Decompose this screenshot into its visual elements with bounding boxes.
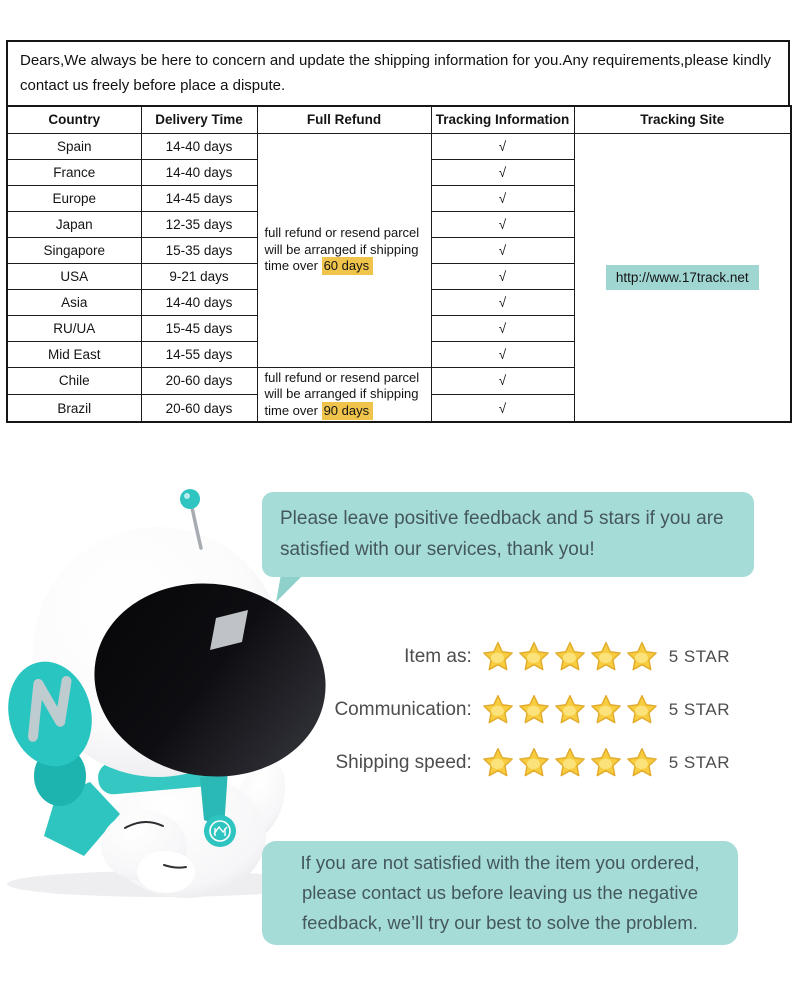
delivery-cell: 15-35 days (141, 237, 257, 263)
refund-highlight-90-days: 90 days (322, 402, 374, 420)
star-icon (481, 640, 515, 674)
tracking-check: √ (431, 289, 574, 315)
notice-line-1: Dears,We always be here to concern and update the shipping information for you.Any requirements,please kindly (20, 52, 771, 69)
star-icon (589, 640, 623, 674)
rating-row-shipping-speed (0, 746, 730, 780)
star-icon (553, 693, 587, 727)
star-icon (517, 693, 551, 727)
country-cell: Spain (7, 133, 141, 159)
country-cell: Asia (7, 289, 141, 315)
robot-antenna-ball (180, 489, 200, 509)
star-icon (553, 746, 587, 780)
bubble-bottom-line-1: If you are not satisfied with the item you ordered, (300, 852, 700, 873)
tracking-check: √ (431, 133, 574, 159)
tracking-site-cell (574, 133, 791, 422)
rating-suffix: 5 STAR (668, 700, 730, 719)
star-icon (625, 693, 659, 727)
country-cell: Europe (7, 185, 141, 211)
tracking-check: √ (431, 159, 574, 185)
tracking-check: √ (431, 211, 574, 237)
delivery-cell: 14-40 days (141, 159, 257, 185)
ratings-block (0, 640, 730, 799)
tracking-check: √ (431, 237, 574, 263)
shipping-info-section (6, 40, 790, 423)
rating-row-communication (0, 693, 730, 727)
country-cell: Singapore (7, 237, 141, 263)
star-icon (481, 693, 515, 727)
refund-cell-60-days (257, 133, 431, 367)
robot-antenna-ball-highlight (184, 493, 190, 499)
country-cell: USA (7, 263, 141, 289)
country-cell: Mid East (7, 341, 141, 367)
notice-box (6, 40, 790, 107)
rating-label: Item as: (404, 646, 472, 667)
rating-label: Shipping speed: (335, 752, 472, 773)
tracking-check: √ (431, 263, 574, 289)
table-header-row (7, 106, 791, 133)
col-header-tracking-site: Tracking Site (574, 106, 791, 133)
country-cell: Chile (7, 367, 141, 395)
country-cell: RU/UA (7, 315, 141, 341)
delivery-cell: 9-21 days (141, 263, 257, 289)
delivery-cell: 20-60 days (141, 395, 257, 423)
star-icon (625, 746, 659, 780)
star-icon (589, 746, 623, 780)
tracking-check: √ (431, 395, 574, 423)
star-icon (517, 640, 551, 674)
delivery-cell: 12-35 days (141, 211, 257, 237)
robot-left-hand (137, 851, 195, 893)
table-row (7, 133, 791, 159)
delivery-cell: 14-45 days (141, 185, 257, 211)
bubble-top-line-1: Please leave positive feedback and 5 stars if you are (280, 508, 724, 529)
refund-text: full refund or resend parcel will be arranged if shipping time over (264, 369, 420, 418)
refund-cell-90-days (257, 367, 431, 422)
notice-line-2: contact us freely before place a dispute. (20, 77, 286, 94)
rating-suffix: 5 STAR (668, 647, 730, 666)
star-icon (553, 640, 587, 674)
shipping-table (6, 105, 792, 423)
rating-label: Communication: (334, 699, 472, 720)
col-header-delivery-time: Delivery Time (141, 106, 257, 133)
refund-text: full refund or resend parcel will be arranged if shipping time over (264, 225, 420, 274)
delivery-cell: 14-55 days (141, 341, 257, 367)
negative-feedback-warning-bubble (262, 841, 738, 945)
star-rating (481, 693, 661, 727)
delivery-cell: 14-40 days (141, 133, 257, 159)
tracking-site-link[interactable]: http://www.17track.net (606, 265, 759, 290)
tracking-check: √ (431, 367, 574, 395)
feedback-request-bubble (262, 492, 754, 577)
bubble-bottom-line-3: feedback, we’ll try our best to solve the problem. (302, 912, 698, 933)
star-rating (481, 746, 661, 780)
star-rating (481, 640, 661, 674)
star-icon (517, 746, 551, 780)
col-header-full-refund: Full Refund (257, 106, 431, 133)
star-icon (625, 640, 659, 674)
col-header-country: Country (7, 106, 141, 133)
bubble-top-line-2: satisfied with our services, thank you! (280, 539, 595, 560)
bubble-bottom-line-2: please contact us before leaving us the negative (302, 882, 698, 903)
country-cell: Brazil (7, 395, 141, 423)
star-icon (589, 693, 623, 727)
tracking-check: √ (431, 185, 574, 211)
star-icon (481, 746, 515, 780)
country-cell: Japan (7, 211, 141, 237)
rating-row-item-as (0, 640, 730, 674)
tracking-check: √ (431, 341, 574, 367)
delivery-cell: 14-40 days (141, 289, 257, 315)
col-header-tracking-information: Tracking Information (431, 106, 574, 133)
delivery-cell: 15-45 days (141, 315, 257, 341)
robot-chest-badge (204, 815, 236, 847)
refund-highlight-60-days: 60 days (322, 257, 374, 275)
delivery-cell: 20-60 days (141, 367, 257, 395)
country-cell: France (7, 159, 141, 185)
rating-suffix: 5 STAR (668, 753, 730, 772)
tracking-check: √ (431, 315, 574, 341)
